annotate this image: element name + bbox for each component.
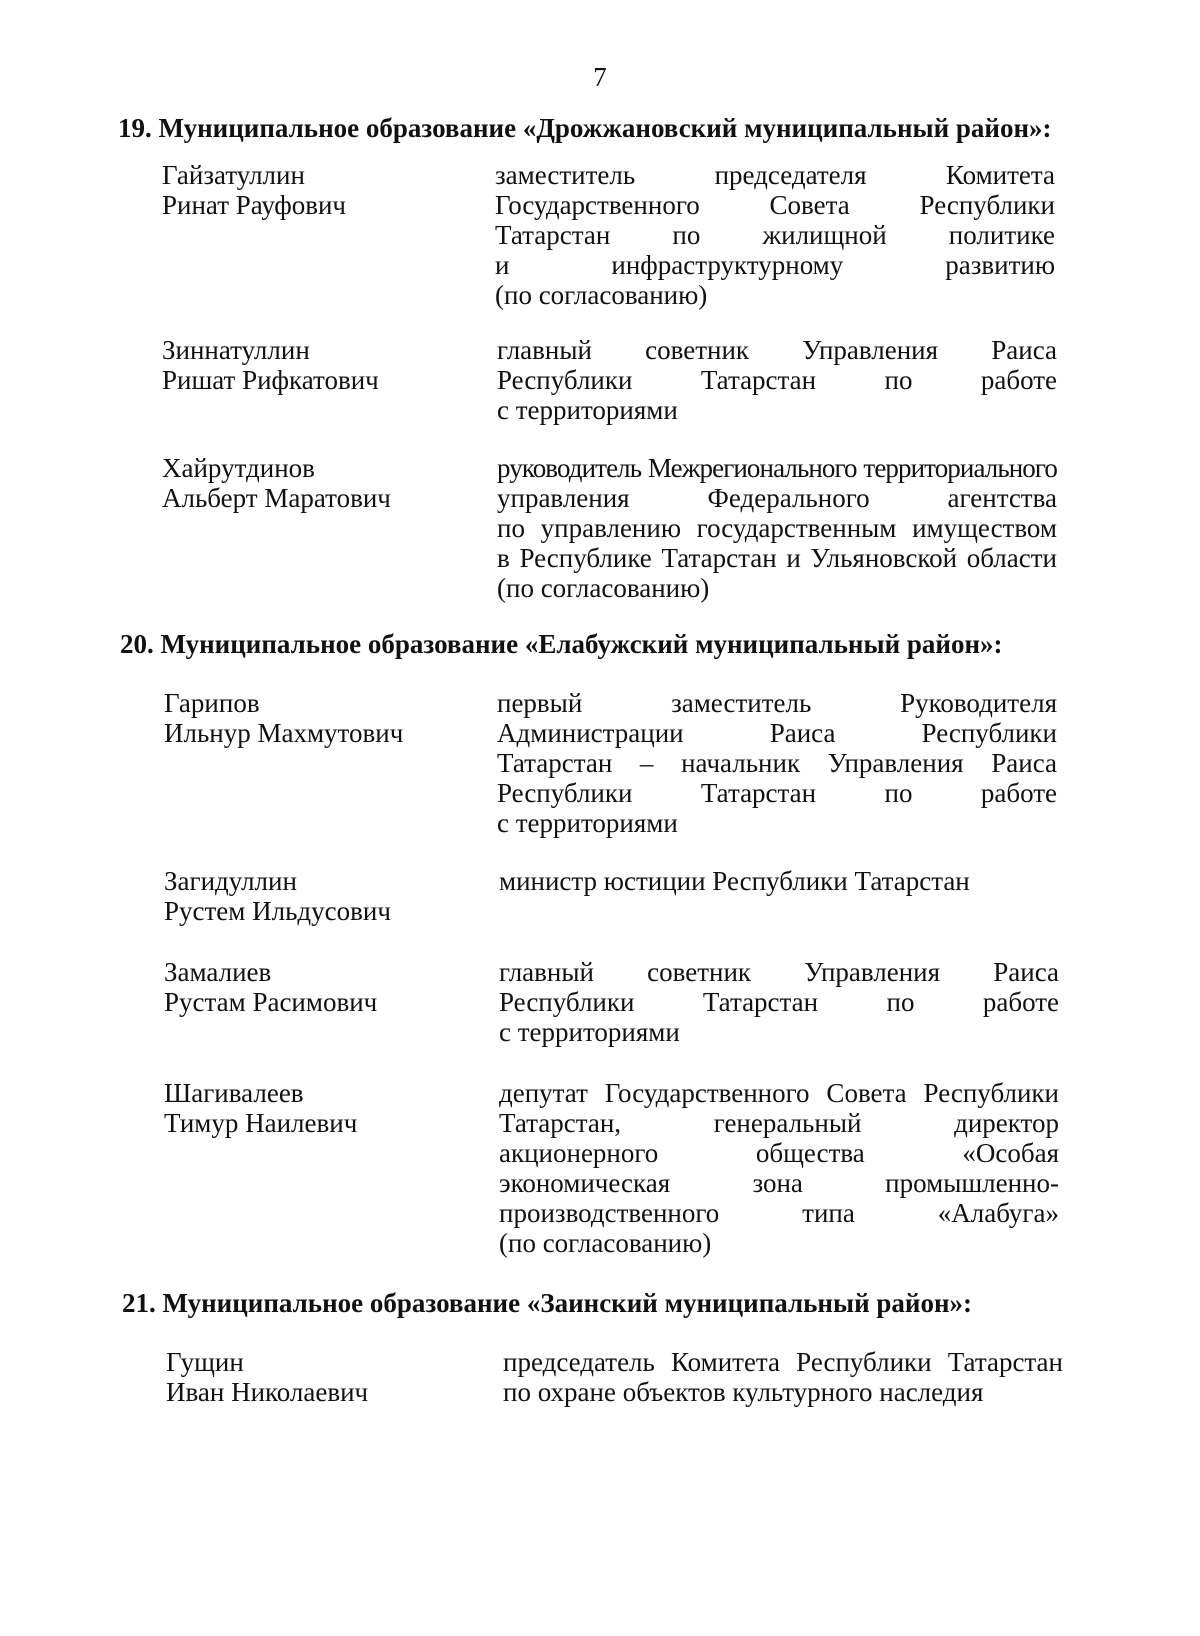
member-position xyxy=(499,1078,1059,1258)
member-position xyxy=(497,453,1057,603)
position-line: заместитель председателя Комитета xyxy=(495,160,1055,190)
member-name: Замалиев Рустам Расимович xyxy=(164,957,378,1017)
member-name: Шагивалеев Тимур Наилевич xyxy=(164,1078,358,1138)
member-name: Загидуллин Рустем Ильдусович xyxy=(164,866,391,926)
position-line: с территориями xyxy=(497,808,678,838)
position-line: Республики Татарстан по работе xyxy=(499,987,1059,1017)
member-name: Гущин Иван Николаевич xyxy=(166,1347,369,1407)
position-line: (по согласованию) xyxy=(495,280,708,310)
member-name: Хайрутдинов Альберт Маратович xyxy=(162,453,391,513)
page-number: 7 xyxy=(593,62,607,92)
position-line: Государственного Совета Республики xyxy=(495,190,1055,220)
position-line: главный советник Управления Раиса xyxy=(499,957,1059,987)
member-name: Гарипов Ильнур Махмутович xyxy=(164,688,404,748)
section-heading: 20. Муниципальное образование «Елабужский муниципальный район»: xyxy=(120,629,1003,659)
member-position xyxy=(499,957,1059,1047)
position-line: Республики Татарстан по работе xyxy=(497,778,1057,808)
position-line: Администрации Раиса Республики xyxy=(497,718,1057,748)
member-position xyxy=(495,160,1055,310)
position-line: руководитель Межрегионального территориального xyxy=(497,453,1057,483)
position-line: Республики Татарстан по работе xyxy=(497,365,1057,395)
position-line: экономическая зона промышленно- xyxy=(499,1168,1059,1198)
position-line: в Республике Татарстан и Ульяновской области xyxy=(497,543,1057,573)
member-position xyxy=(497,688,1057,838)
member-name: Зиннатуллин Ришат Рифкатович xyxy=(162,335,379,395)
position-line: первый заместитель Руководителя xyxy=(497,688,1057,718)
position-line: производственного типа «Алабуга» xyxy=(499,1198,1059,1228)
position-line: с территориями xyxy=(497,395,678,425)
member-position xyxy=(503,1347,1063,1407)
position-line: и инфраструктурному развитию xyxy=(495,250,1055,280)
position-line: акционерного общества «Особая xyxy=(499,1138,1059,1168)
position-line: депутат Государственного Совета Республики xyxy=(499,1078,1059,1108)
position-line: председатель Комитета Республики Татарстан xyxy=(503,1347,1063,1377)
position-line: по охране объектов культурного наследия xyxy=(503,1377,984,1407)
position-line: Татарстан по жилищной политике xyxy=(495,220,1055,250)
position-line: с территориями xyxy=(499,1017,680,1047)
position-line: управления Федерального агентства xyxy=(497,483,1057,513)
position-line: (по согласованию) xyxy=(497,573,710,603)
section-heading: 19. Муниципальное образование «Дрожжановский муниципальный район»: xyxy=(118,113,1052,143)
position-line: по управлению государственным имуществом xyxy=(497,513,1057,543)
position-line: министр юстиции Республики Татарстан xyxy=(499,866,970,896)
member-position xyxy=(497,335,1057,425)
section-heading: 21. Муниципальное образование «Заинский муниципальный район»: xyxy=(122,1288,972,1318)
position-line: Татарстан, генеральный директор xyxy=(499,1108,1059,1138)
position-line: главный советник Управления Раиса xyxy=(497,335,1057,365)
position-line: (по согласованию) xyxy=(499,1228,712,1258)
member-position xyxy=(499,866,1059,896)
position-line: Татарстан – начальник Управления Раиса xyxy=(497,748,1057,778)
member-name: Гайзатуллин Ринат Рауфович xyxy=(162,160,346,220)
